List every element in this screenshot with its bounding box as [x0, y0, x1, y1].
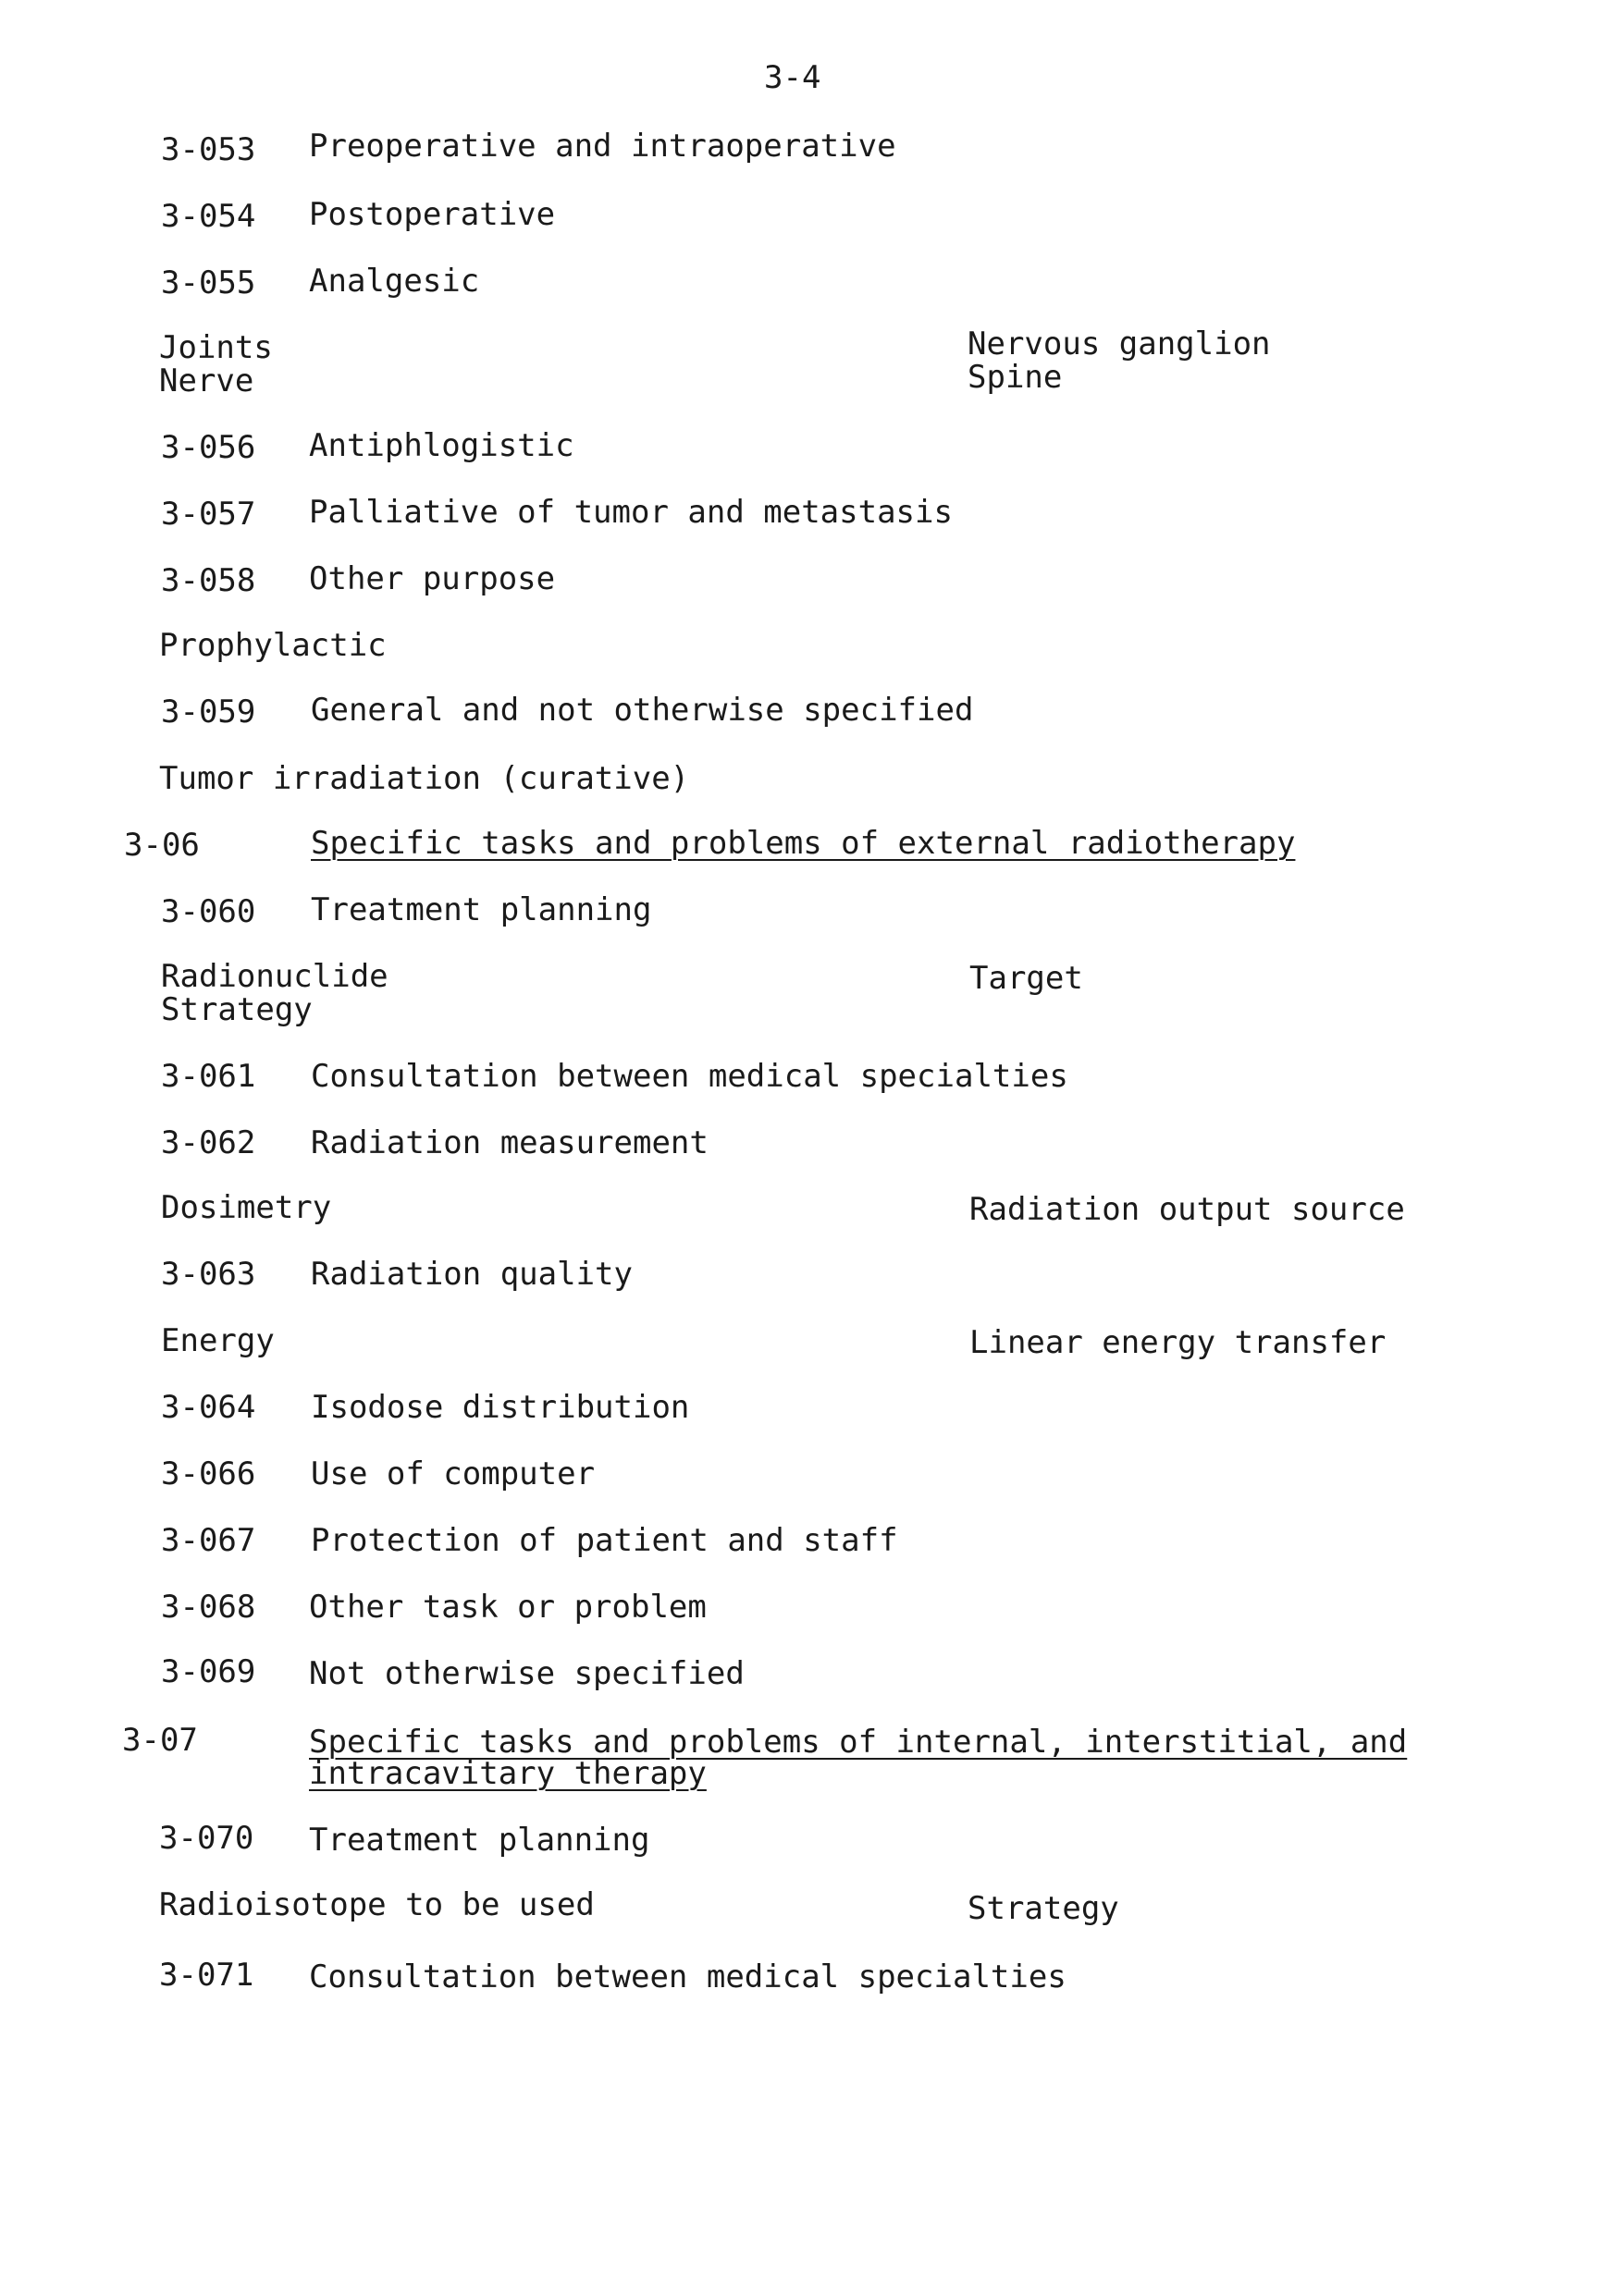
entry-code: 3-067 [161, 1522, 256, 1559]
keyword-nerve: Nerve [159, 362, 254, 399]
entry-code: 3-053 [161, 131, 256, 168]
keyword-strategy: Strategy [161, 991, 313, 1028]
keyword-prophylactic: Prophylactic [159, 627, 387, 664]
entry-code: 3-071 [159, 1957, 254, 1994]
page-number: 3-4 [764, 59, 821, 96]
entry-code: 3-066 [161, 1455, 256, 1492]
entry-code: 3-070 [159, 1820, 254, 1857]
entry-label: Analgesic [309, 263, 480, 300]
entry-label: Other task or problem [309, 1589, 707, 1626]
keyword-energy: Energy [161, 1322, 275, 1359]
entry-label: Isodose distribution [311, 1389, 690, 1426]
entry-label: Antiphlogistic [309, 427, 574, 464]
entry-label: Preoperative and intraoperative [309, 128, 896, 165]
entry-code: 3-062 [161, 1124, 256, 1161]
entry-code: 3-064 [161, 1389, 256, 1426]
entry-code: 3-061 [161, 1058, 256, 1095]
entry-label: Radiation measurement [311, 1124, 709, 1161]
section-code: 3-07 [122, 1722, 198, 1759]
entry-code: 3-057 [161, 496, 256, 533]
entry-code: 3-054 [161, 198, 256, 235]
section-title: Specific tasks and problems of external radiotherapy [311, 825, 1296, 862]
section-title-line1: Specific tasks and problems of internal, interstitial, and [309, 1724, 1408, 1761]
entry-label: Consultation between medical specialties [311, 1058, 1068, 1095]
keyword-radionuclide: Radionuclide [161, 958, 388, 995]
entry-label: Radiation quality [311, 1256, 633, 1293]
keyword-spine: Spine [968, 359, 1063, 396]
entry-label: Consultation between medical specialties [309, 1958, 1066, 1995]
entry-code: 3-068 [161, 1589, 256, 1626]
entry-code: 3-056 [161, 429, 256, 466]
keyword-strategy-2: Strategy [968, 1890, 1119, 1927]
entry-label: Treatment planning [311, 891, 652, 928]
entry-code: 3-055 [161, 264, 256, 301]
entry-label: Not otherwise specified [309, 1655, 745, 1692]
entry-code: 3-058 [161, 562, 256, 599]
keyword-linear-energy-transfer: Linear energy transfer [969, 1324, 1387, 1361]
entry-label: Other purpose [309, 560, 556, 597]
entry-label: General and not otherwise specified [311, 692, 974, 729]
entry-code: 3-069 [161, 1653, 256, 1690]
entry-label: Use of computer [311, 1455, 596, 1492]
section-title-line2: intracavitary therapy [309, 1755, 707, 1792]
entry-label: Palliative of tumor and metastasis [309, 494, 953, 531]
keyword-nervous-ganglion: Nervous ganglion [968, 325, 1271, 362]
keyword-radiation-output-source: Radiation output source [969, 1191, 1405, 1228]
keyword-tumor-irradiation: Tumor irradiation (curative) [159, 760, 690, 797]
keyword-dosimetry: Dosimetry [161, 1189, 332, 1226]
keyword-radioisotope: Radioisotope to be used [159, 1886, 595, 1923]
entry-code: 3-063 [161, 1256, 256, 1293]
keyword-target: Target [969, 960, 1083, 997]
entry-label: Protection of patient and staff [311, 1522, 898, 1559]
keyword-joints: Joints [159, 329, 273, 366]
entry-code: 3-060 [161, 893, 256, 930]
section-code: 3-06 [124, 827, 200, 864]
entry-code: 3-059 [161, 694, 256, 731]
entry-label: Treatment planning [309, 1822, 650, 1859]
entry-label: Postoperative [309, 196, 556, 233]
